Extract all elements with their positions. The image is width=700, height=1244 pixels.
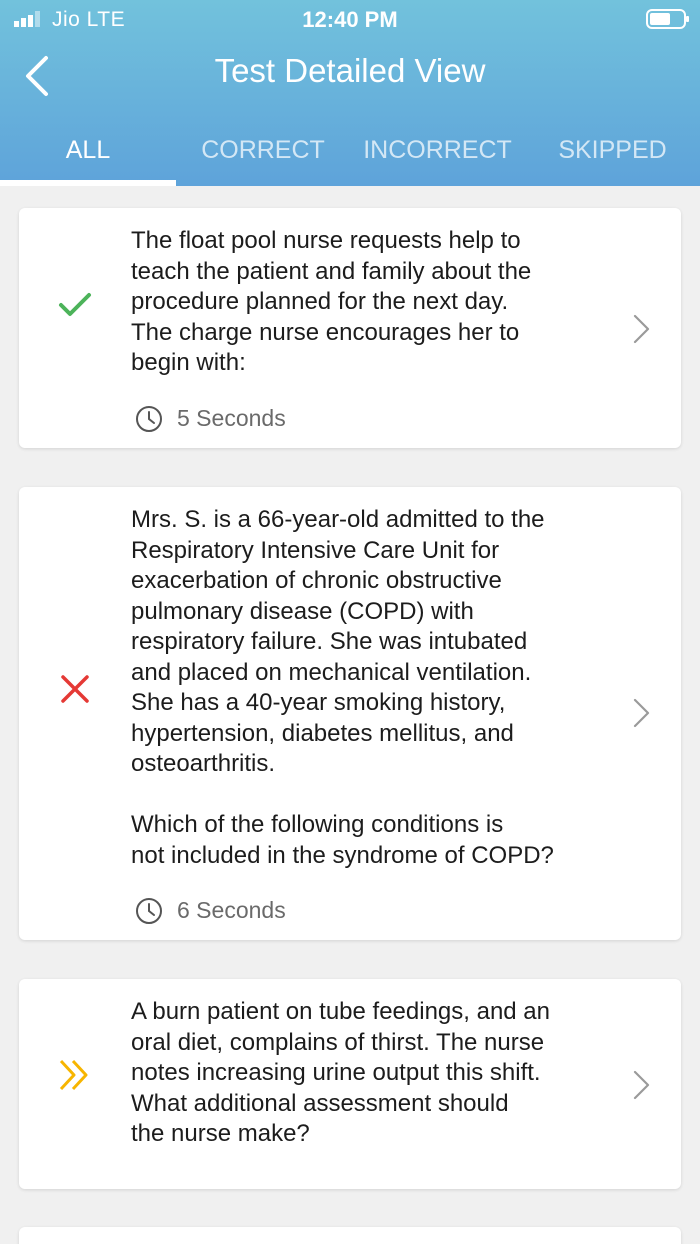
question-text: Mrs. S. is a 66-year-old admitted to the Respiratory Intensive Care Unit for exacerbation of chronic obstructive pulmonary disease (COPD) with respiratory failure. She was intubated and placed on mechanical ventilation. She has a 40-year smoking history, hypertension, diabetes mellitus, and osteoarthritis. Which of the following conditions is not included in the syndrome of COPD? bbox=[131, 506, 554, 869]
battery-icon bbox=[646, 8, 690, 30]
chevron-right-icon bbox=[631, 313, 651, 345]
time-spent-label: 5 Seconds bbox=[177, 405, 286, 431]
time-spent-label: 6 Seconds bbox=[177, 897, 286, 923]
tab-all[interactable]: ALL bbox=[65, 136, 111, 164]
tab-correct[interactable]: CORRECT bbox=[201, 136, 325, 164]
clock-time: 12:40 PM bbox=[302, 7, 398, 32]
carrier-label: Jio LTE bbox=[52, 8, 126, 31]
question-card[interactable] bbox=[19, 208, 681, 448]
cross-icon bbox=[57, 671, 93, 707]
question-card[interactable] bbox=[19, 1227, 681, 1244]
clock-icon bbox=[135, 897, 163, 925]
tab-skipped[interactable]: SKIPPED bbox=[558, 136, 667, 164]
app-header bbox=[0, 0, 700, 186]
tab-incorrect[interactable]: INCORRECT bbox=[363, 136, 512, 164]
question-card[interactable] bbox=[19, 979, 681, 1189]
double-chevron-right-icon bbox=[57, 1057, 93, 1093]
check-icon bbox=[57, 286, 93, 322]
question-card[interactable] bbox=[19, 487, 681, 940]
chevron-right-icon bbox=[631, 697, 651, 729]
chevron-right-icon bbox=[631, 1069, 651, 1101]
filter-tabs bbox=[0, 120, 700, 186]
question-text: A burn patient on tube feedings, and an oral diet, complains of thirst. The nurse notes increasing urine output this shift. What additional assessment should the nurse make? bbox=[131, 998, 551, 1147]
active-tab-indicator bbox=[0, 180, 176, 186]
clock-icon bbox=[135, 405, 163, 433]
page-title: Test Detailed View bbox=[214, 52, 486, 89]
status-bar bbox=[0, 0, 700, 40]
question-text: The float pool nurse requests help to teach the patient and family about the procedure planned for the next day. The charge nurse encourages her to begin with: bbox=[131, 227, 532, 376]
